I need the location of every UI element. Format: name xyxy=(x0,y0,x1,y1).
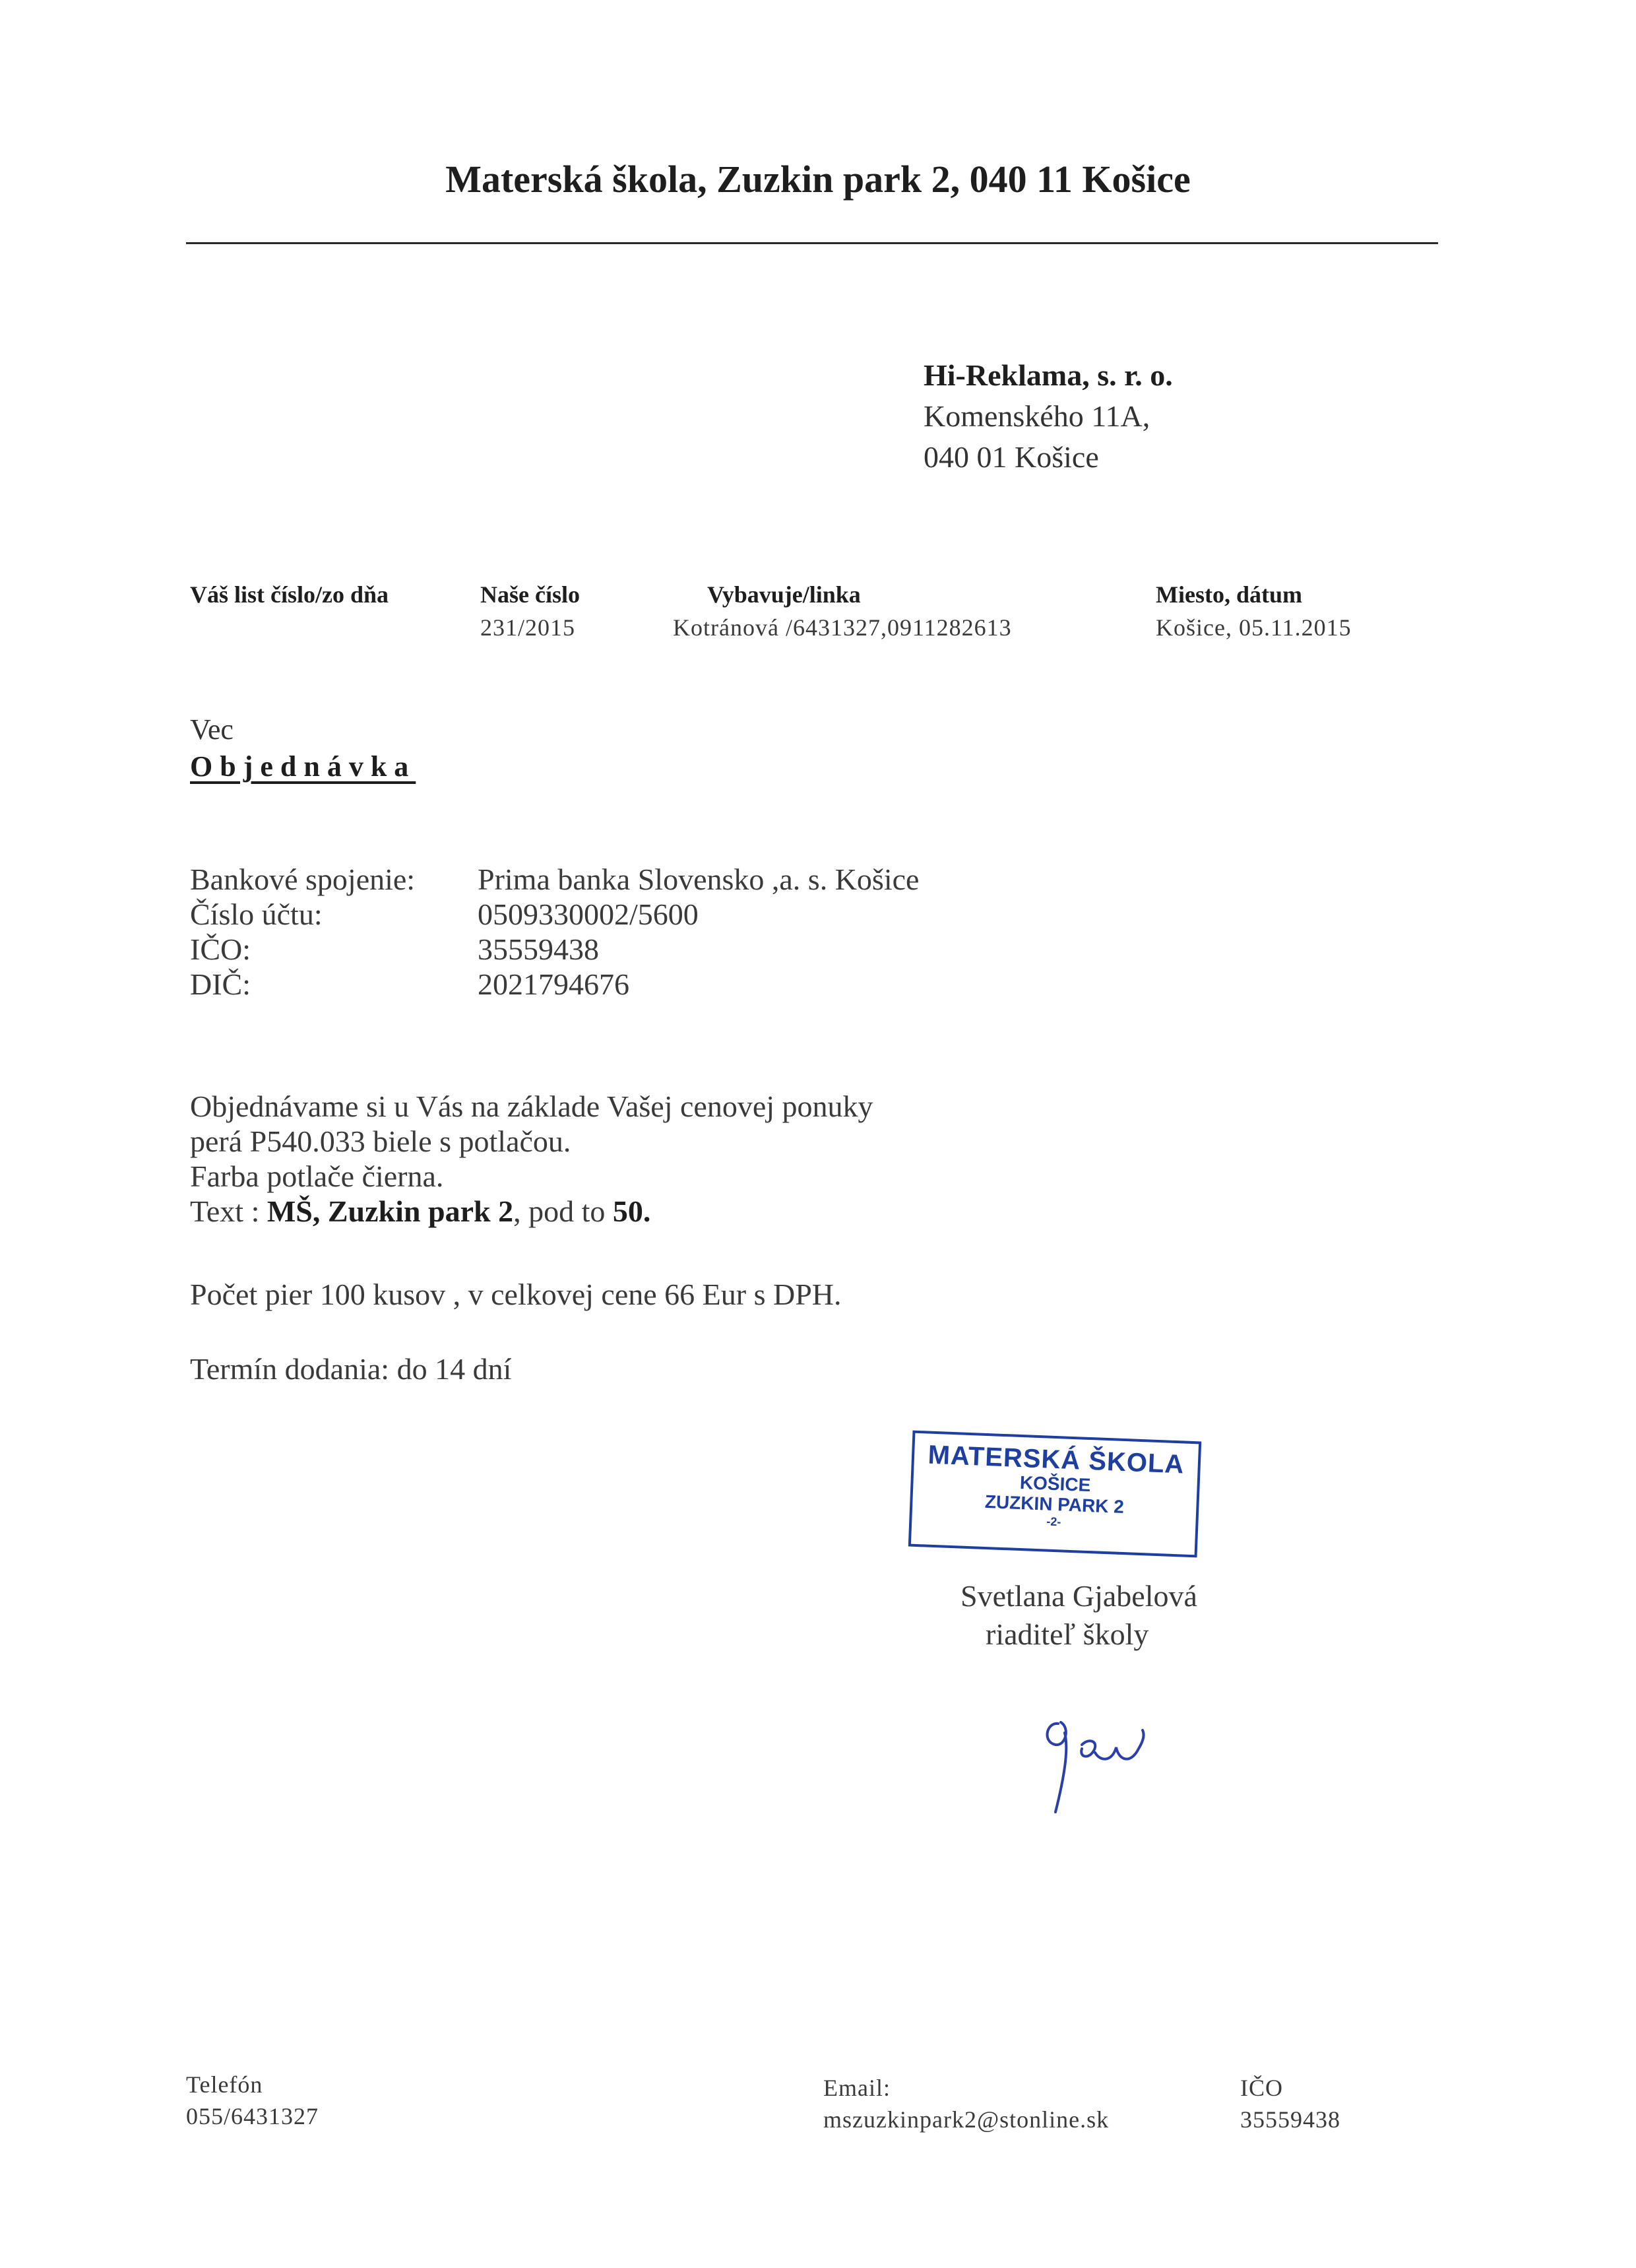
order-text xyxy=(190,1089,873,1229)
stamp-line: ZUZKIN PARK 2 xyxy=(984,1491,1125,1518)
stamp-line: -2- xyxy=(1046,1514,1061,1529)
email-value[interactable]: mszuzkinpark2@stonline.sk xyxy=(823,2106,1110,2133)
stamp-line: KOŠICE xyxy=(1019,1472,1091,1496)
recipient-address xyxy=(924,355,1173,478)
footer-email xyxy=(823,2072,1109,2135)
text-mid: , pod to xyxy=(513,1194,613,1228)
account-value: 0509330002/5600 xyxy=(478,897,699,931)
our-number-label: Naše číslo xyxy=(480,581,580,608)
recipient-city: 040 01 Košice xyxy=(924,440,1099,474)
bank-label: Bankové spojenie: xyxy=(190,862,416,896)
phone-value: 055/6431327 xyxy=(186,2103,319,2129)
footer-ico-label: IČO xyxy=(1240,2075,1283,2101)
print-count: 50. xyxy=(612,1194,651,1228)
footer-ico xyxy=(1240,2072,1340,2135)
text-prefix: Text : xyxy=(190,1194,267,1228)
your-letter-label: Váš list číslo/zo dňa xyxy=(190,581,389,608)
order-line: perá P540.033 biele s potlačou. xyxy=(190,1124,571,1158)
email-label: Email: xyxy=(823,2075,891,2101)
header-rule xyxy=(186,242,1438,244)
ico-label: IČO: xyxy=(190,932,251,966)
bank-values xyxy=(478,862,919,1002)
signer-name: Svetlana Gjabelová xyxy=(960,1579,1197,1613)
bank-value: Prima banka Slovensko ,a. s. Košice xyxy=(478,862,920,896)
letterhead: Materská škola, Zuzkin park 2, 040 11 Košice xyxy=(445,158,1191,201)
school-stamp xyxy=(908,1431,1201,1558)
order-line xyxy=(190,1194,873,1229)
dic-value: 2021794676 xyxy=(478,967,629,1001)
stamp-line: MATERSKÁ ŠKOLA xyxy=(927,1440,1185,1479)
dic-label: DIČ: xyxy=(190,967,251,1001)
footer-ico-value: 35559438 xyxy=(1240,2106,1340,2133)
order-line: Objednávame si u Vás na základe Vašej cenovej ponuky xyxy=(190,1089,873,1123)
our-number: 231/2015 xyxy=(480,614,576,641)
footer-phone xyxy=(186,2069,319,2132)
recipient-street: Komenského 11A, xyxy=(924,399,1150,433)
handwritten-signature xyxy=(1026,1696,1172,1821)
delivery-line: Termín dodania: do 14 dní xyxy=(190,1352,512,1386)
signer-title: riaditeľ školy xyxy=(986,1617,1149,1651)
order-line: Farba potlače čierna. xyxy=(190,1159,444,1193)
quantity-line: Počet pier 100 kusov , v celkovej cene 66 Eur s DPH. xyxy=(190,1278,842,1311)
phone-label: Telefón xyxy=(186,2071,263,2098)
subject-label: Vec xyxy=(190,713,234,746)
handled-by-label: Vybavuje/linka xyxy=(707,581,861,608)
print-text: MŠ, Zuzkin park 2 xyxy=(267,1194,514,1228)
ico-value: 35559438 xyxy=(478,932,599,966)
place-date-label: Miesto, dátum xyxy=(1156,581,1302,608)
account-label: Číslo účtu: xyxy=(190,897,323,931)
handled-by: Kotránová /6431327,0911282613 xyxy=(673,614,1012,641)
bank-labels xyxy=(190,862,415,1002)
subject-title: Objednávka xyxy=(190,750,416,783)
recipient-name: Hi-Reklama, s. r. o. xyxy=(924,358,1173,392)
place-date: Košice, 05.11.2015 xyxy=(1156,614,1352,641)
